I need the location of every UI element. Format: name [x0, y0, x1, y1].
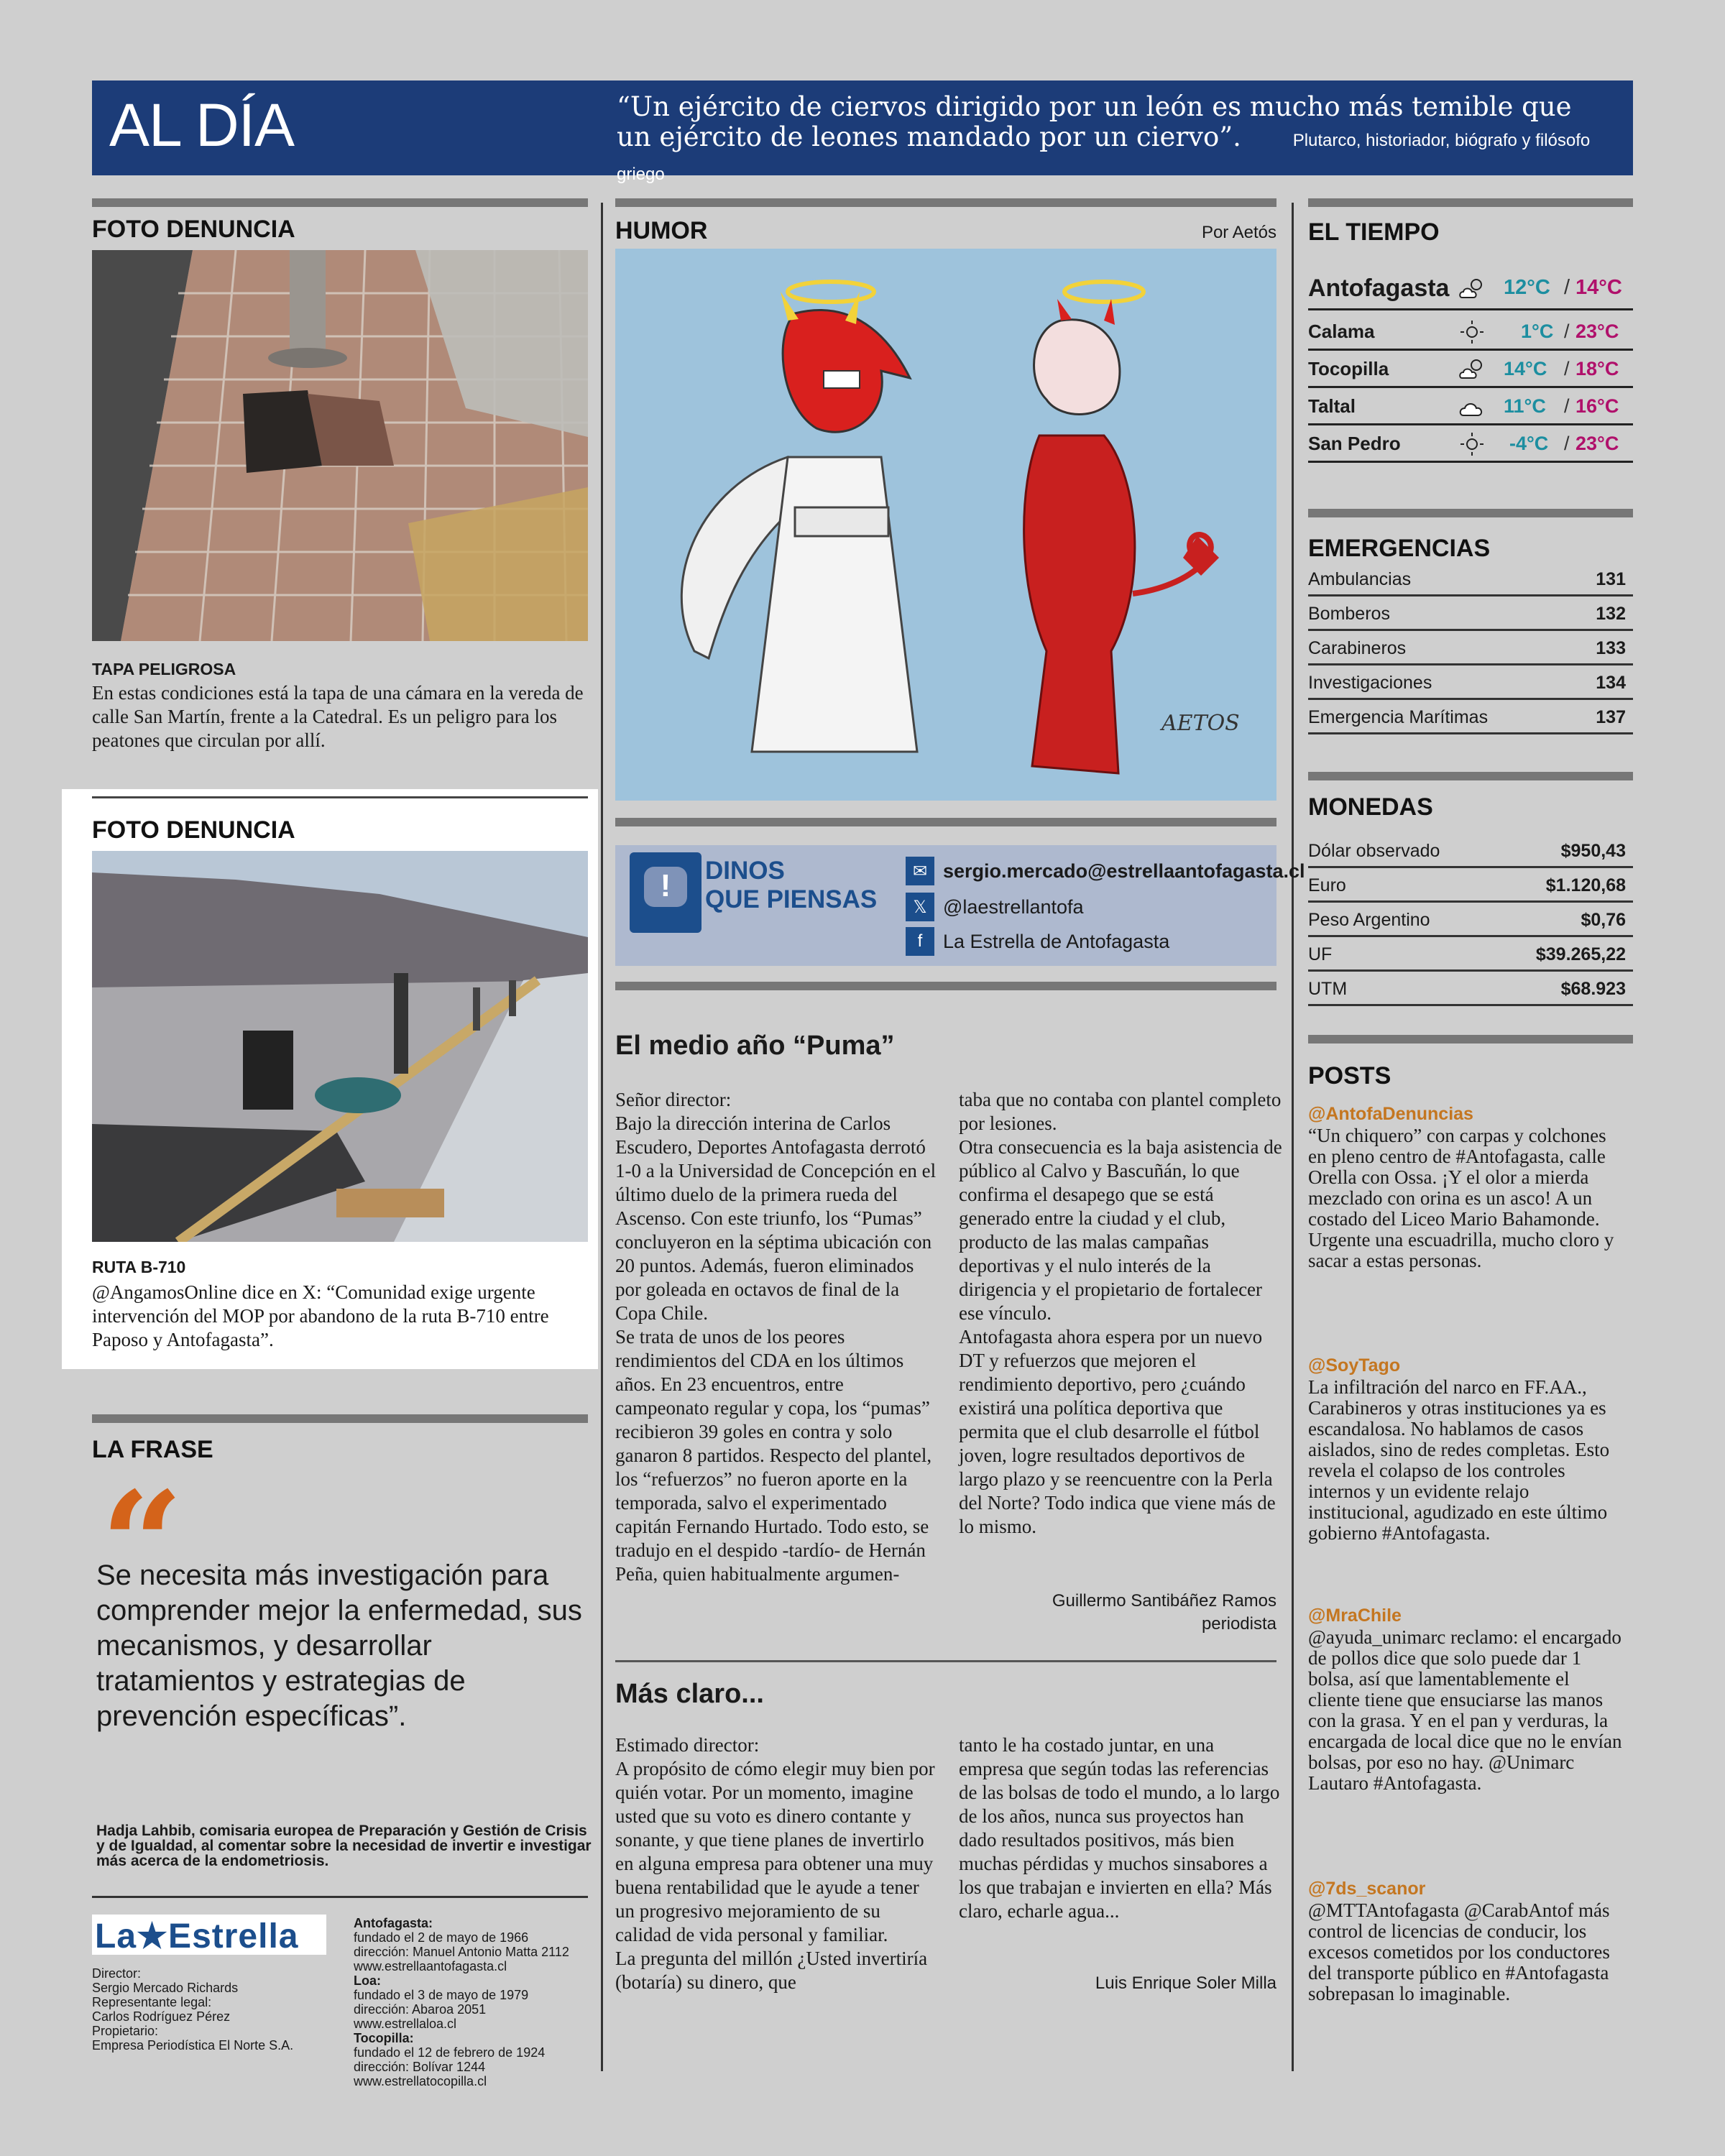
foto-denuncia-1-caption-title: TAPA PELIGROSA: [92, 660, 236, 678]
post-handle[interactable]: @7ds_scanor: [1308, 1879, 1426, 1899]
weather-row: Taltal 11°C / 16°C: [1308, 388, 1633, 425]
letter-2-signature: Luis Enrique Soler Milla: [1095, 1973, 1276, 1993]
section-rule: [92, 1896, 588, 1898]
list-item: Dólar observado $950,43: [1308, 834, 1633, 868]
letter-1-title: El medio año “Puma”: [615, 1031, 895, 1061]
section-rule: [92, 198, 588, 207]
humor-cartoon: [615, 249, 1276, 801]
humor-author: Por Aetós: [1201, 223, 1276, 242]
facebook-icon: f: [906, 927, 934, 956]
post-text: @ayuda_unimarc reclamo: el encargado de pollos dice que solo puede dar 1 bolsa, así que lamentablemente el cliente tiene que ensuciarse las manos con la grasa. Y en el pan y verduras, la encargada de local dice que no le envían bolsas, por eso no hay. @Unimarc Lautaro #Antofagasta.: [1308, 1626, 1622, 1794]
post-handle[interactable]: @AntofaDenuncias: [1308, 1104, 1473, 1124]
sun-icon: [1458, 431, 1486, 457]
foto-denuncia-1-title: FOTO DENUNCIA: [92, 216, 295, 243]
masthead-title: AL DÍA: [109, 91, 294, 159]
letter-1-col2: taba que no contaba con plantel completo por lesiones. Otra consecuencia es la baja asistencia de público al Calvo y Bascuñán, lo que confirma el desapego que se está generado entre la ciudad y el club, producto de las malas campañas deportivas y el nulo interés de la dirigencia y el propietario de fortalecer ese vínculo. Antofagasta ahora espera por un nuevo DT y refuerzos que mejoren el rendimiento deportivo, pero ¿cuándo existirá una política deportiva que permita que el club desarrolle el fútbol joven, logre resultados deportivos de largo plazo y se reencuentre con la Perla del Norte? Todo indica que viene más de lo mismo.: [959, 1089, 1282, 1537]
weather-row: San Pedro -4°C / 23°C: [1308, 425, 1633, 463]
section-rule: [1308, 1035, 1633, 1044]
section-rule: [1308, 198, 1633, 207]
post-handle[interactable]: @SoyTago: [1308, 1355, 1401, 1376]
dinos-que-piensas-box: [615, 845, 1305, 966]
section-rule: [615, 818, 1276, 826]
editions-credits: Antofagasta: fundado el 2 de mayo de 1966 dirección: Manuel Antonio Matta 2112 www.estrellaantofagasta.cl Loa: fundado el 3 de mayo de 1979 dirección: Abaroa 2051 www.estrellaloa.cl Tocopilla: fundado el 12 de febrero de 1924 dirección: Bolívar 1244 www.estrellatocopilla.cl: [354, 1916, 569, 2088]
la-frase-source: Hadja Lahbib, comisaria europea de Preparación y Gestión de Crisis y de Igualdad, al comentar sobre la necesidad de invertir e investigar más acerca de la endometriosis.: [96, 1823, 592, 1869]
masthead: [92, 80, 1633, 184]
list-item: Carabineros 133: [1308, 631, 1633, 665]
list-item: Emergencia Marítimas 137: [1308, 700, 1633, 734]
letter-2-col1: Estimado director: A propósito de cómo elegir muy bien por quién votar. Por un momento, imagine usted que su voto es dinero contante y sonante, y que tiene planes de invertirlo en alguna empresa para obtener una muy buena rentabilidad que le ayude a tener un progresivo mejoramiento de su calidad de vida personal y familiar. La pregunta del millón ¿Usted invertiría (botaría) su dinero, que: [615, 1734, 935, 1993]
list-item: Euro $1.120,68: [1308, 868, 1633, 903]
foto-denuncia-2-caption: @AngamosOnline dice en X: “Comunidad exige urgente intervención del MOP por abandono de la ruta B-710 entre Paposo y Antofagasta”.: [92, 1281, 549, 1350]
masthead-quote-author: Plutarco, historiador, biógrafo y filósofo griego: [617, 131, 1591, 184]
section-rule: [615, 982, 1276, 990]
post-handle[interactable]: @MraChile: [1308, 1606, 1402, 1626]
letter-1-col1: Señor director: Bajo la dirección interina de Carlos Escudero, Deportes Antofagasta derrotó 1-0 a la Universidad de Concepción en el último duelo de la primera rueda del Ascenso. Con este triunfo, los “Pumas” concluyeron en la séptima ubicación con 20 puntos. Además, fueron eliminados por goleada en octavos de final de la Copa Chile. Se trata de unos de los peores rendimientos del CDA en los últimos años. En 23 encuentros, entre campeonato regular y copa, los “pumas” recibieron 39 goles en contra y solo ganaron 8 partidos. Respecto del plantel, los “refuerzos” no fueron aporte en la temporada, salvo el experimentado capitán Fernando Hurtado. Todo esto, se tradujo en el despido -tardío- de Hernán Peña, quien habitualmente argumen-: [615, 1089, 937, 1585]
monedas-title: MONEDAS: [1308, 793, 1433, 821]
list-item: Investigaciones 134: [1308, 665, 1633, 700]
mail-icon: ✉: [906, 857, 934, 885]
section-rule: [92, 796, 588, 798]
list-item: Ambulancias 131: [1308, 562, 1633, 596]
weather-row: Antofagasta 12°C / 14°C: [1308, 270, 1633, 310]
staff-credits: Director: Sergio Mercado Richards Representante legal: Carlos Rodríguez Pérez Propietario: Empresa Periodística El Norte S.A.: [92, 1966, 294, 2053]
foto-denuncia-1-photo: [92, 250, 588, 641]
x-icon: 𝕏: [906, 893, 934, 921]
la-frase-title: LA FRASE: [92, 1436, 213, 1463]
emergencias-title: EMERGENCIAS: [1308, 535, 1491, 562]
contact-facebook[interactable]: f La Estrella de Antofagasta: [906, 927, 1169, 956]
section-rule: [1308, 772, 1633, 780]
sun-icon: [1458, 319, 1486, 345]
foto-denuncia-2-caption-title: RUTA B-710: [92, 1258, 186, 1276]
masthead-quote-text: “Un ejército de ciervos dirigido por un león es mucho más temible que un ejército de leones mandado por un ciervo”.: [617, 91, 1572, 152]
list-item: UTM $68.923: [1308, 972, 1633, 1006]
masthead-quote: [617, 92, 1609, 190]
post-text: La infiltración del narco en FF.AA., Carabineros y otras instituciones ya es escandalosa. No hablamos de casos aislados, sino de redes completas. Esto revela el colapso de los controles internos y un evidente relajo institucional, agudizado en este último gobierno #Antofagasta.: [1308, 1376, 1610, 1544]
foto-denuncia-2-title: FOTO DENUNCIA: [92, 816, 295, 844]
weather-row: Tocopilla 14°C / 18°C: [1308, 351, 1633, 388]
post-text: @MTTAntofagasta @CarabAntof más control de licencias de conducir, los excesos cometidos por los conductores del transporte público en #Antofagasta sobrepasan lo imaginable.: [1308, 1899, 1610, 2004]
la-frase-quote: Se necesita más investigación para comprender mejor la enfermedad, sus mecanismos, y desarrollar tratamientos y estrategias de prevención específicas”.: [96, 1560, 582, 1732]
post-text: “Un chiquero” con carpas y colchones en pleno centro de #Antofagasta, calle Orella con Ossa. ¡Y el olor a mierda mezclado con orina es un asco! A un costado del Liceo Mario Bahamonde. Urgente una escuadrilla, mucho cloro y sacar a estas personas.: [1308, 1125, 1614, 1271]
dinos-label: DINOS QUE PIENSAS: [705, 857, 878, 913]
list-item: Peso Argentino $0,76: [1308, 903, 1633, 937]
foto-denuncia-2-photo: [92, 851, 588, 1242]
section-rule: [615, 198, 1276, 207]
quote-mark-icon: “: [101, 1460, 184, 1629]
cloud-icon: [1458, 394, 1486, 420]
section-rule: [92, 1414, 588, 1423]
partly-cloudy-icon: [1458, 276, 1486, 302]
cartoon-signature: AETOS: [1162, 711, 1240, 736]
letter-2-title: Más claro...: [615, 1679, 764, 1709]
posts-title: POSTS: [1308, 1062, 1392, 1089]
speech-bubble-icon: !: [630, 852, 702, 933]
la-estrella-logo: La★Estrella: [92, 1915, 326, 1955]
column-divider: [601, 203, 603, 2071]
list-item: Bomberos 132: [1308, 596, 1633, 631]
letter-2-col2: tanto le ha costado juntar, en una empresa que según todas las referencias de las bolsas de todo el mundo, a lo largo de los años, nunca sus proyectos han dado resultados positivos, más bien muchas pérdidas y muchos sinsabores a los que trabajan e invierten en ella? Más claro, echarle agua...: [959, 1734, 1285, 1922]
list-item: UF $39.265,22: [1308, 937, 1633, 972]
column-divider: [1292, 203, 1294, 2071]
humor-title: HUMOR: [615, 217, 708, 244]
section-rule: [1308, 509, 1633, 517]
letter-1-signature: Guillermo Santibáñez Ramos periodista: [1052, 1591, 1276, 1634]
el-tiempo-title: EL TIEMPO: [1308, 218, 1440, 246]
section-rule: [615, 1660, 1276, 1662]
contact-email[interactable]: ✉ sergio.mercado@estrellaantofagasta.cl: [906, 857, 1305, 885]
foto-denuncia-1-caption: En estas condiciones está la tapa de una cámara en la vereda de calle San Martín, frente a la Catedral. Es un peligro para los peatones que circulan por allí.: [92, 682, 584, 751]
contact-x[interactable]: 𝕏 @laestrellantofa: [906, 893, 1084, 921]
weather-row: Calama 1°C / 23°C: [1308, 313, 1633, 351]
partly-cloudy-icon: [1458, 356, 1486, 382]
